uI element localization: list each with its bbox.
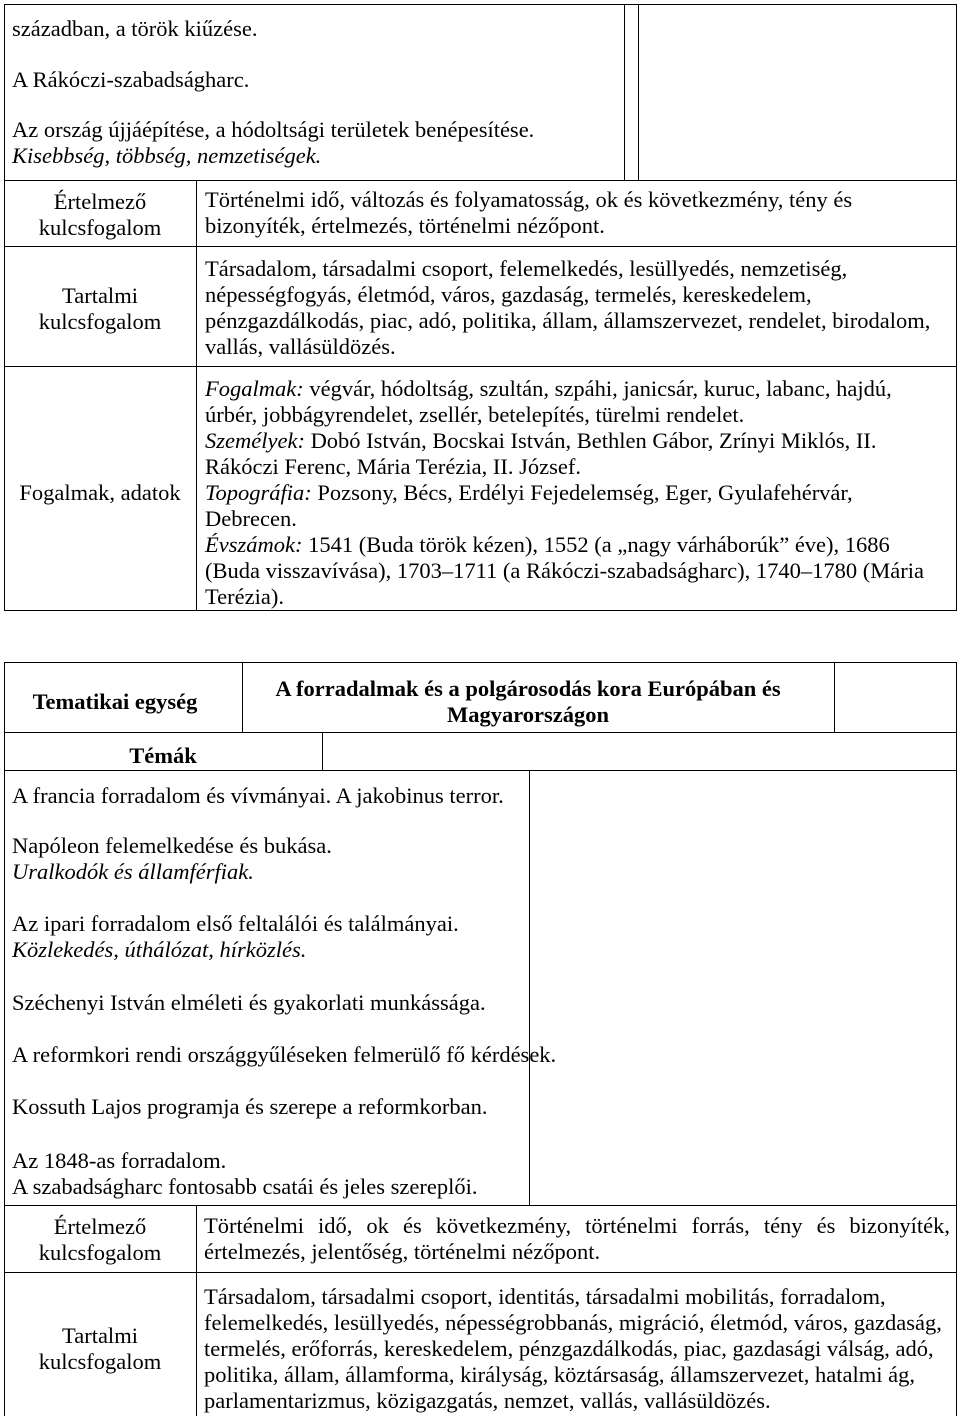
row-label-line: Fogalmak, adatok [19, 480, 181, 505]
topic-paragraph [12, 911, 459, 963]
keyword-line: vallás, vallásüldözés. [205, 334, 396, 359]
topic-subline: Uralkodók és államférfiak. [12, 859, 254, 884]
table-border [638, 4, 639, 180]
concept-text: végvár, hódoltság, szultán, szpáhi, janicsár, kuruc, labanc, hajdú, [309, 376, 892, 401]
row-label-line: kulcsfogalom [38, 1240, 162, 1265]
table-border [529, 770, 530, 1205]
concept-group-label: Topográfia: [205, 480, 312, 505]
topic-paragraph [12, 783, 504, 809]
table-border [4, 246, 957, 247]
topic-subline: Kisebbség, többség, nemzetiségek. [12, 143, 322, 168]
table-border [624, 4, 625, 180]
interpretive-keyword-label [4, 189, 196, 241]
topic-line: Az ország újjáépítése, a hódoltsági területek benépesítése. [12, 117, 535, 142]
keyword-line: értelmezés, jelentőség, történelmi nézőpont. [204, 1239, 601, 1264]
concept-line: Debrecen. [205, 506, 297, 531]
concept-text: 1541 (Buda török kézen), 1552 (a „nagy várháborúk” éve), 1686 [308, 532, 890, 557]
keyword-line: pénzgazdálkodás, piac, adó, politika, állam, államszervezet, rendelet, birodalom, [205, 308, 931, 333]
table-border [956, 662, 957, 1416]
concept-line [205, 376, 924, 402]
topic-subline: Közlekedés, úthálózat, hírközlés. [12, 937, 307, 962]
unit-header-label [4, 689, 226, 715]
concept-line: Terézia). [205, 584, 284, 609]
unit-title-line: Magyarországon [446, 702, 610, 727]
topic-paragraph [12, 16, 258, 42]
keyword-line: Társadalom, társadalmi csoport, identitás, társadalmi mobilitás, forradalom, [204, 1284, 886, 1309]
topics-header-text: Témák [129, 743, 197, 768]
concept-group-label: Évszámok: [205, 532, 303, 557]
topic-paragraph [12, 1042, 556, 1068]
keyword-line: népességfogyás, életmód, város, gazdaság, termelés, kereskedelem, [205, 282, 812, 307]
table-border [322, 732, 323, 770]
table-border [4, 4, 957, 5]
topic-line: Az ipari forradalom első feltalálói és találmányai. [12, 911, 459, 936]
topic-paragraph [12, 1148, 477, 1200]
unit-title [242, 676, 814, 728]
concept-line: úrbér, jobbágyrendelet, zsellér, betelepítés, türelmi rendelet. [205, 402, 745, 427]
table-border [4, 662, 5, 1416]
topic-line: Napóleon felemelkedése és bukása. [12, 833, 332, 858]
keyword-line: parlamentarizmus, közigazgatás, nemzet, vallás, vallásüldözés. [204, 1388, 771, 1413]
topic-line: Az 1848-as forradalom. [12, 1148, 227, 1173]
keyword-line: Történelmi idő, változás és folyamatosság, ok és következmény, tény és [205, 187, 853, 212]
concept-text: Pozsony, Bécs, Erdélyi Fejedelemség, Eger, Gyulafehérvár, [317, 480, 853, 505]
keyword-line: Történelmi idő, ok és következmény, történelmi forrás, tény és bizonyíték, [204, 1213, 950, 1238]
table-border [4, 1272, 957, 1273]
topic-line: században, a török kiűzése. [12, 16, 258, 41]
concept-line: Rákóczi Ferenc, Mária Terézia, II. József. [205, 454, 581, 479]
interpretive-keyword-text [204, 1213, 950, 1265]
row-label-line: Értelmező [53, 1214, 147, 1239]
topic-paragraph [12, 833, 332, 885]
keyword-line: felemelkedés, lesüllyedés, népességrobbanás, migráció, életmód, város, gazdaság, [204, 1310, 942, 1335]
concept-line: (Buda visszavívása), 1703–1711 (a Rákóczi-szabadságharc), 1740–1780 (Mária [205, 558, 924, 583]
interpretive-keyword-label [4, 1214, 196, 1266]
table-border [4, 610, 957, 611]
concept-group-label: Fogalmak: [205, 376, 304, 401]
topic-line: Kossuth Lajos programja és szerepe a reformkorban. [12, 1094, 488, 1119]
unit-header-label-text: Tematikai egység [32, 689, 198, 714]
table-border [196, 1205, 197, 1416]
table-border [4, 770, 957, 771]
topic-line: Széchenyi István elméleti és gyakorlati munkássága. [12, 990, 486, 1015]
concept-group-label: Személyek: [205, 428, 305, 453]
row-label-line: Tartalmi [62, 283, 138, 308]
topic-paragraph [12, 117, 534, 169]
table-border [196, 180, 197, 610]
content-keyword-text [205, 256, 930, 360]
content-keyword-label [4, 283, 196, 335]
keyword-line: Társadalom, társadalmi csoport, felemelkedés, lesüllyedés, nemzetiség, [205, 256, 848, 281]
topic-line: A Rákóczi-szabadságharc. [12, 67, 250, 92]
concept-line [205, 428, 924, 454]
keyword-line: bizonyíték, értelmezés, történelmi nézőpont. [205, 213, 605, 238]
row-label-line: kulcsfogalom [38, 1349, 162, 1374]
topic-line: A szabadságharc fontosabb csatái és jeles szereplői. [12, 1174, 478, 1199]
topics-header [4, 743, 322, 769]
content-keyword-label [4, 1323, 196, 1375]
row-label-line: kulcsfogalom [38, 309, 162, 334]
table-border [4, 662, 957, 663]
topic-line: A francia forradalom és vívmányai. A jakobinus terror. [12, 783, 504, 808]
table-border [4, 366, 957, 367]
table-border [834, 662, 835, 732]
topic-line: A reformkori rendi országgyűléseken felmerülő fő kérdések. [12, 1042, 557, 1067]
table-border [4, 732, 957, 733]
interpretive-keyword-text [205, 187, 852, 239]
concepts-data-label [4, 480, 196, 506]
concepts-data-text [205, 376, 924, 610]
topic-paragraph [12, 990, 486, 1016]
row-label-line: Értelmező [53, 189, 147, 214]
concept-line [205, 480, 924, 506]
table-border [956, 4, 957, 610]
topic-paragraph [12, 67, 249, 93]
content-keyword-text [204, 1284, 942, 1414]
table-border [4, 180, 957, 181]
keyword-line: termelés, erőforrás, kereskedelem, pénzgazdálkodás, piac, gazdasági válság, adó, [204, 1336, 934, 1361]
concept-line [205, 532, 924, 558]
unit-title-line: A forradalmak és a polgárosodás kora Európában és [275, 676, 781, 701]
row-label-line: Tartalmi [62, 1323, 138, 1348]
table-border [4, 1205, 957, 1206]
keyword-line: politika, állam, államforma, királyság, köztársaság, államszervezet, hatalmi ág, [204, 1362, 915, 1387]
concept-text: Dobó István, Bocskai István, Bethlen Gábor, Zrínyi Miklós, II. [310, 428, 877, 453]
row-label-line: kulcsfogalom [38, 215, 162, 240]
topic-paragraph [12, 1094, 487, 1120]
